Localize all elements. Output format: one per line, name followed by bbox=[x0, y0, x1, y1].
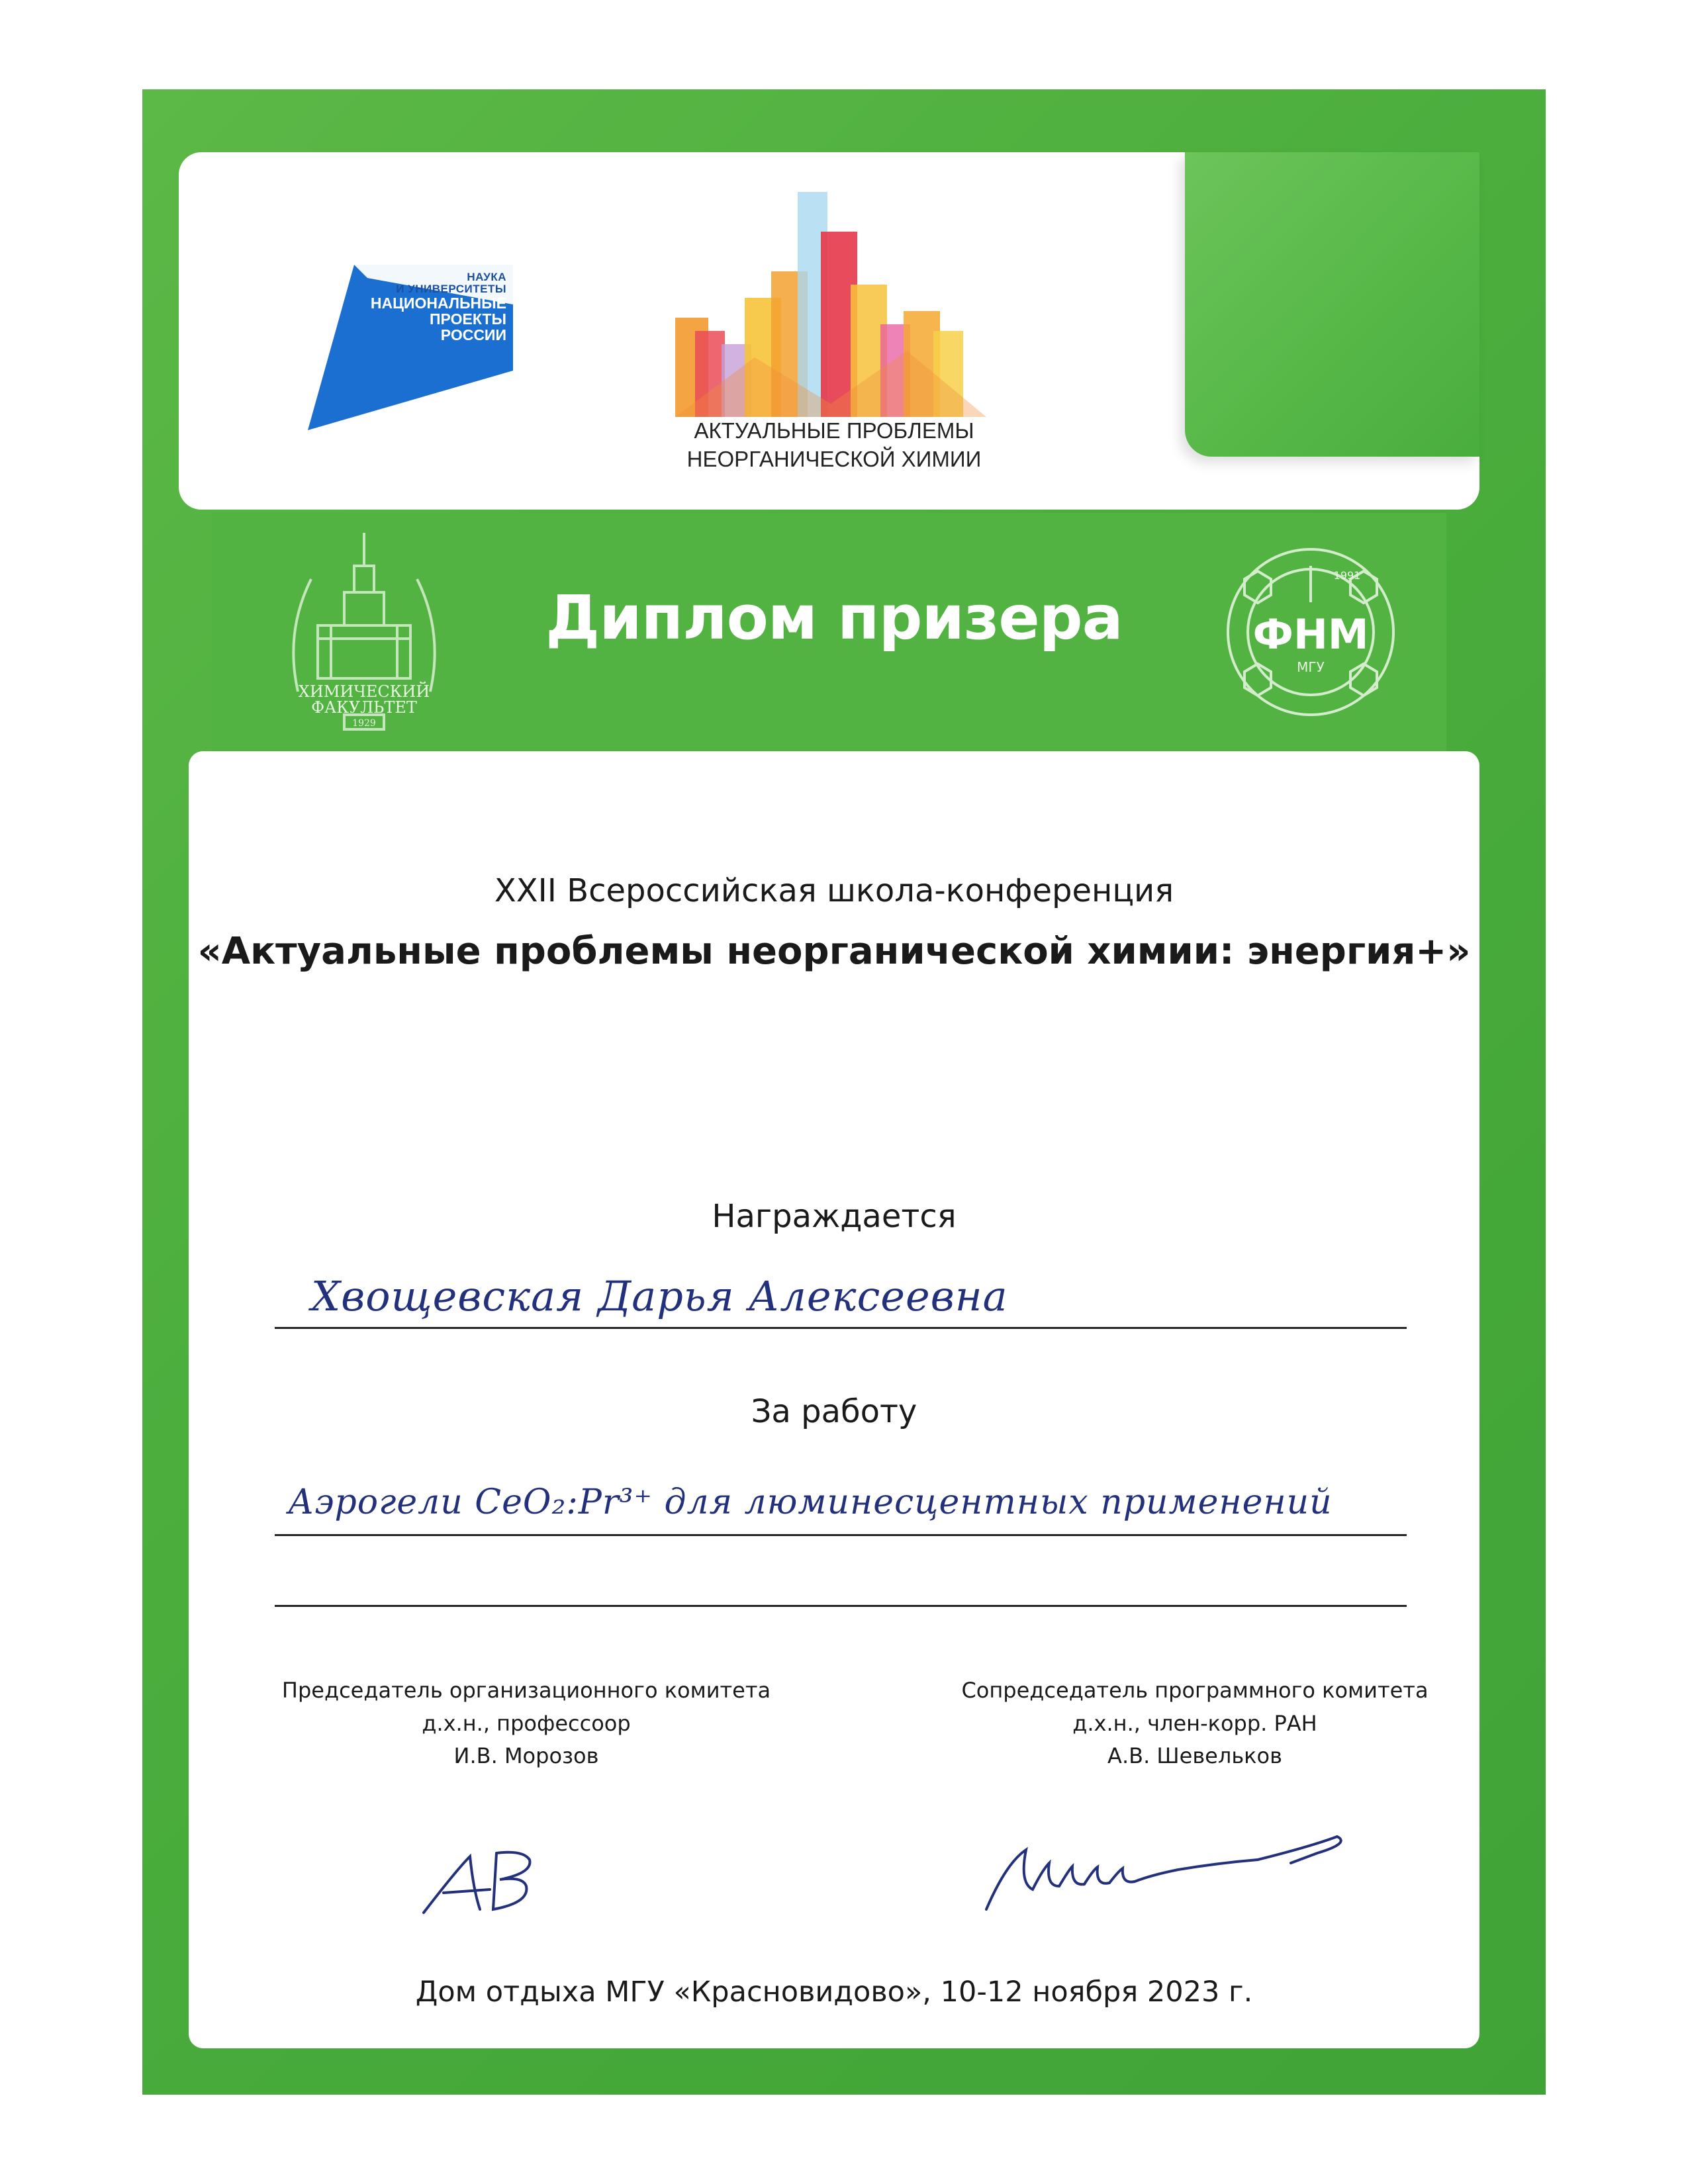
np-line2: И УНИВЕРСИТЕТЫ bbox=[396, 282, 506, 295]
conference-name: «Актуальные проблемы неорганической химии: энергия+» bbox=[197, 930, 1471, 973]
conference-logo-line2: НЕОРГАНИЧЕСКОЙ ХИМИИ bbox=[686, 446, 982, 471]
right-signature-icon bbox=[980, 1823, 1357, 1916]
left-signatory-degree: д.х.н., профессоор bbox=[422, 1710, 631, 1736]
work-title: Аэрогели CeO₂:Pr³⁺ для люминесцентных применений bbox=[288, 1482, 1333, 1522]
emblem-right-year: 1991 bbox=[1333, 569, 1361, 582]
for-work-label: За работу bbox=[751, 1393, 917, 1430]
awardee-name: Хвощевская Дарья Алексеевна bbox=[311, 1272, 1008, 1320]
event-footer: Дом отдыха МГУ «Красновидово», 10-12 ноября 2023 г. bbox=[415, 1976, 1253, 2009]
left-signatory-name: И.В. Морозов bbox=[453, 1743, 599, 1769]
np-line1: НАУКА bbox=[467, 271, 506, 283]
right-signatory-name: А.В. Шевельков bbox=[1107, 1743, 1282, 1769]
conference-logo-title bbox=[622, 417, 1046, 474]
left-signatory bbox=[255, 1674, 798, 1773]
national-projects-text bbox=[361, 271, 506, 343]
emblem-right-line1: МГУ bbox=[1297, 659, 1325, 675]
left-signatory-position: Председатель организационного комитета bbox=[281, 1678, 771, 1703]
emblem-left-year: 1929 bbox=[352, 718, 376, 729]
left-signature-icon bbox=[417, 1843, 569, 1923]
work-rule-1 bbox=[275, 1534, 1407, 1536]
right-signatory bbox=[923, 1674, 1466, 1773]
np-line3: НАЦИОНАЛЬНЫЕ bbox=[370, 294, 506, 312]
fnm-emblem-icon bbox=[1218, 539, 1403, 725]
emblem-left-line1: ХИМИЧЕСКИЙ bbox=[298, 682, 430, 701]
conference-line: XXII Всероссийская школа-конференция bbox=[494, 872, 1174, 909]
conference-bars-logo-icon bbox=[675, 192, 986, 417]
emblem-right-abbr: ФНМ bbox=[1252, 610, 1369, 659]
awardee-rule bbox=[275, 1327, 1407, 1329]
right-signatory-degree: д.х.н., член-корр. РАН bbox=[1072, 1710, 1317, 1736]
chemistry-faculty-emblem-icon bbox=[271, 526, 457, 738]
work-rule-2 bbox=[275, 1605, 1407, 1607]
emblem-left-line2: ФАКУЛЬТЕТ bbox=[311, 698, 417, 717]
np-line5: РОССИИ bbox=[440, 326, 506, 343]
awarded-label: Награждается bbox=[712, 1198, 957, 1235]
right-signatory-position: Сопредседатель программного комитета bbox=[961, 1678, 1429, 1703]
page-fold-corner bbox=[1185, 152, 1479, 457]
diploma-title: Диплом призера bbox=[545, 582, 1123, 653]
np-line4: ПРОЕКТЫ bbox=[430, 310, 506, 328]
conference-logo-line1: АКТУАЛЬНЫЕ ПРОБЛЕМЫ bbox=[694, 418, 974, 443]
